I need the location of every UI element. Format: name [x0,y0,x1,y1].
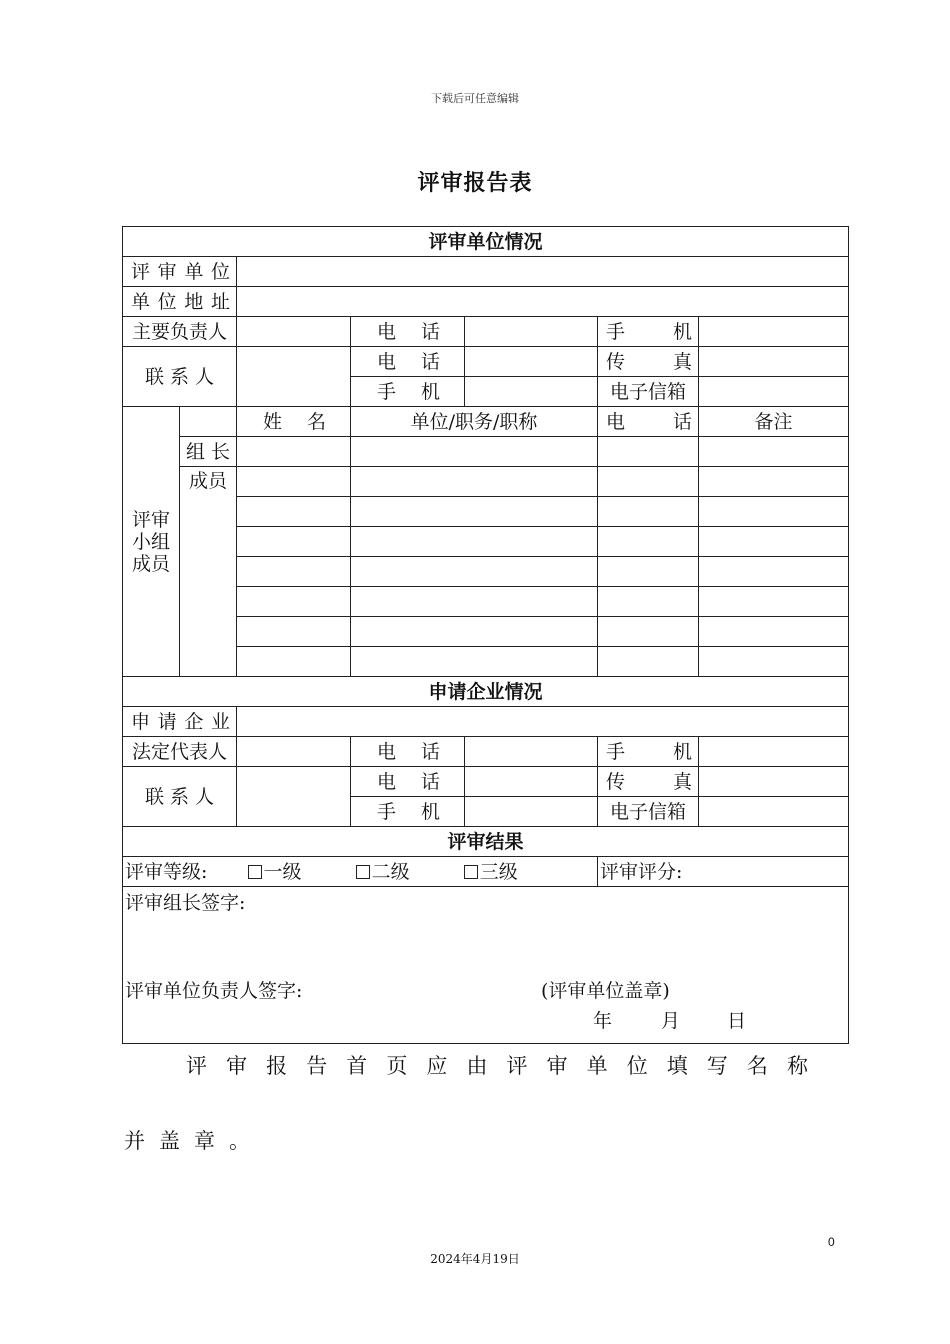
label-contact-fax: 传 真 [598,347,699,377]
panel-col-phone: 电 话 [598,407,699,437]
field-applicant-email[interactable] [699,797,849,827]
label-principal-phone: 电 话 [351,317,465,347]
field-contact-email[interactable] [699,377,849,407]
field-applicant-company[interactable] [237,707,849,737]
footnote-line-2: 并盖章。 [124,1129,264,1153]
field-applicant-mobile[interactable] [465,797,598,827]
label-contact: 联 系 人 [123,347,237,407]
label-legal-phone: 电 话 [351,737,465,767]
table-cell[interactable] [237,467,351,497]
table-cell[interactable] [351,467,598,497]
label-principal: 主要负责人 [123,317,237,347]
table-cell[interactable] [351,647,598,677]
grade-1-checkbox[interactable] [248,861,302,883]
table-cell[interactable] [351,437,598,467]
grade-2-label: 二级 [371,860,410,883]
label-legal-mobile: 手 机 [598,737,699,767]
field-legal-mobile[interactable] [699,737,849,767]
table-cell[interactable] [598,467,699,497]
table-cell[interactable] [351,617,598,647]
label-contact-email: 电子信箱 [598,377,699,407]
grade-3-label: 三级 [479,860,518,883]
table-cell[interactable] [237,647,351,677]
field-contact-phone[interactable] [465,347,598,377]
field-principal-mobile[interactable] [699,317,849,347]
field-contact-fax[interactable] [699,347,849,377]
table-cell[interactable] [351,587,598,617]
label-applicant-fax: 传 真 [598,767,699,797]
table-cell[interactable] [699,557,849,587]
table-cell[interactable] [699,587,849,617]
field-unit-address[interactable] [237,287,849,317]
grade-1-label: 一级 [263,860,302,883]
table-cell[interactable] [351,557,598,587]
label-contact-phone: 电 话 [351,347,465,377]
header-note: 下载后可任意编辑 [431,92,519,105]
label-panel-members: 成员 [180,467,237,677]
grade-3-checkbox[interactable] [464,861,518,883]
field-contact-mobile[interactable] [465,377,598,407]
label-review-unit: 评审单位 [123,257,237,287]
checkbox-icon [248,865,262,879]
table-cell[interactable] [598,617,699,647]
leader-sign-label: 评审组长签字: [125,892,246,914]
label-applicant-phone: 电 话 [351,767,465,797]
table-cell[interactable] [699,437,849,467]
table-cell[interactable] [699,617,849,647]
table-cell[interactable] [237,557,351,587]
panel-col-remark: 备注 [699,407,849,437]
table-cell[interactable] [699,647,849,677]
review-report-form [122,226,849,1044]
table-cell[interactable] [598,527,699,557]
checkbox-icon [464,865,478,879]
field-legal-rep[interactable] [237,737,351,767]
section-heading-result: 评审结果 [123,827,849,857]
checkbox-icon [356,865,370,879]
table-cell[interactable] [598,587,699,617]
date-year-label: 年 [593,1010,613,1032]
label-applicant-company: 申请企业 [123,707,237,737]
label-applicant-email: 电子信箱 [598,797,699,827]
grade-row [123,857,598,887]
field-applicant-fax[interactable] [699,767,849,797]
page-number: 0 [828,1235,835,1249]
label-contact-mobile: 手 机 [351,377,465,407]
field-legal-phone[interactable] [465,737,598,767]
label-panel-leader: 组 长 [180,437,237,467]
page-title: 评审报告表 [417,170,533,196]
grade-2-checkbox[interactable] [356,861,410,883]
field-principal-phone[interactable] [465,317,598,347]
field-principal[interactable] [237,317,351,347]
table-cell[interactable] [237,497,351,527]
panel-col-name: 姓 名 [237,407,351,437]
footer-date: 2024年4月19日 [430,1252,520,1266]
table-cell[interactable] [237,527,351,557]
table-cell[interactable] [237,617,351,647]
field-review-unit[interactable] [237,257,849,287]
table-cell[interactable] [351,527,598,557]
label-unit-address: 单位地址 [123,287,237,317]
table-cell[interactable] [237,587,351,617]
principal-sign-label: 评审单位负责人签字: [125,980,303,1002]
table-cell[interactable] [598,557,699,587]
table-cell[interactable] [237,437,351,467]
label-legal-rep: 法定代表人 [123,737,237,767]
section-heading-review-unit: 评审单位情况 [123,227,849,257]
date-month-label: 月 [661,1010,681,1032]
date-day-label: 日 [727,1010,747,1032]
field-contact[interactable] [237,347,351,407]
panel-header-blank [180,407,237,437]
table-cell[interactable] [598,437,699,467]
footnote-line-1: 评审报告首页应由评审单位填写名称 [186,1054,808,1078]
label-principal-mobile: 手 机 [598,317,699,347]
table-cell[interactable] [598,647,699,677]
table-cell[interactable] [699,527,849,557]
field-applicant-contact[interactable] [237,767,351,827]
seal-label: (评审单位盖章) [541,980,670,1002]
table-cell[interactable] [351,497,598,527]
panel-col-unit: 单位/职务/职称 [351,407,598,437]
table-cell[interactable] [598,497,699,527]
label-applicant-contact: 联 系 人 [123,767,237,827]
field-applicant-phone[interactable] [465,767,598,797]
section-heading-applicant: 申请企业情况 [123,677,849,707]
table-cell[interactable] [699,497,849,527]
signature-area[interactable] [123,887,849,1044]
score-label[interactable]: 评审评分: [598,857,849,887]
grade-label: 评审等级: [125,860,208,883]
label-review-panel: 评审小组成员 [123,407,180,677]
table-cell[interactable] [699,467,849,497]
label-applicant-mobile: 手 机 [351,797,465,827]
